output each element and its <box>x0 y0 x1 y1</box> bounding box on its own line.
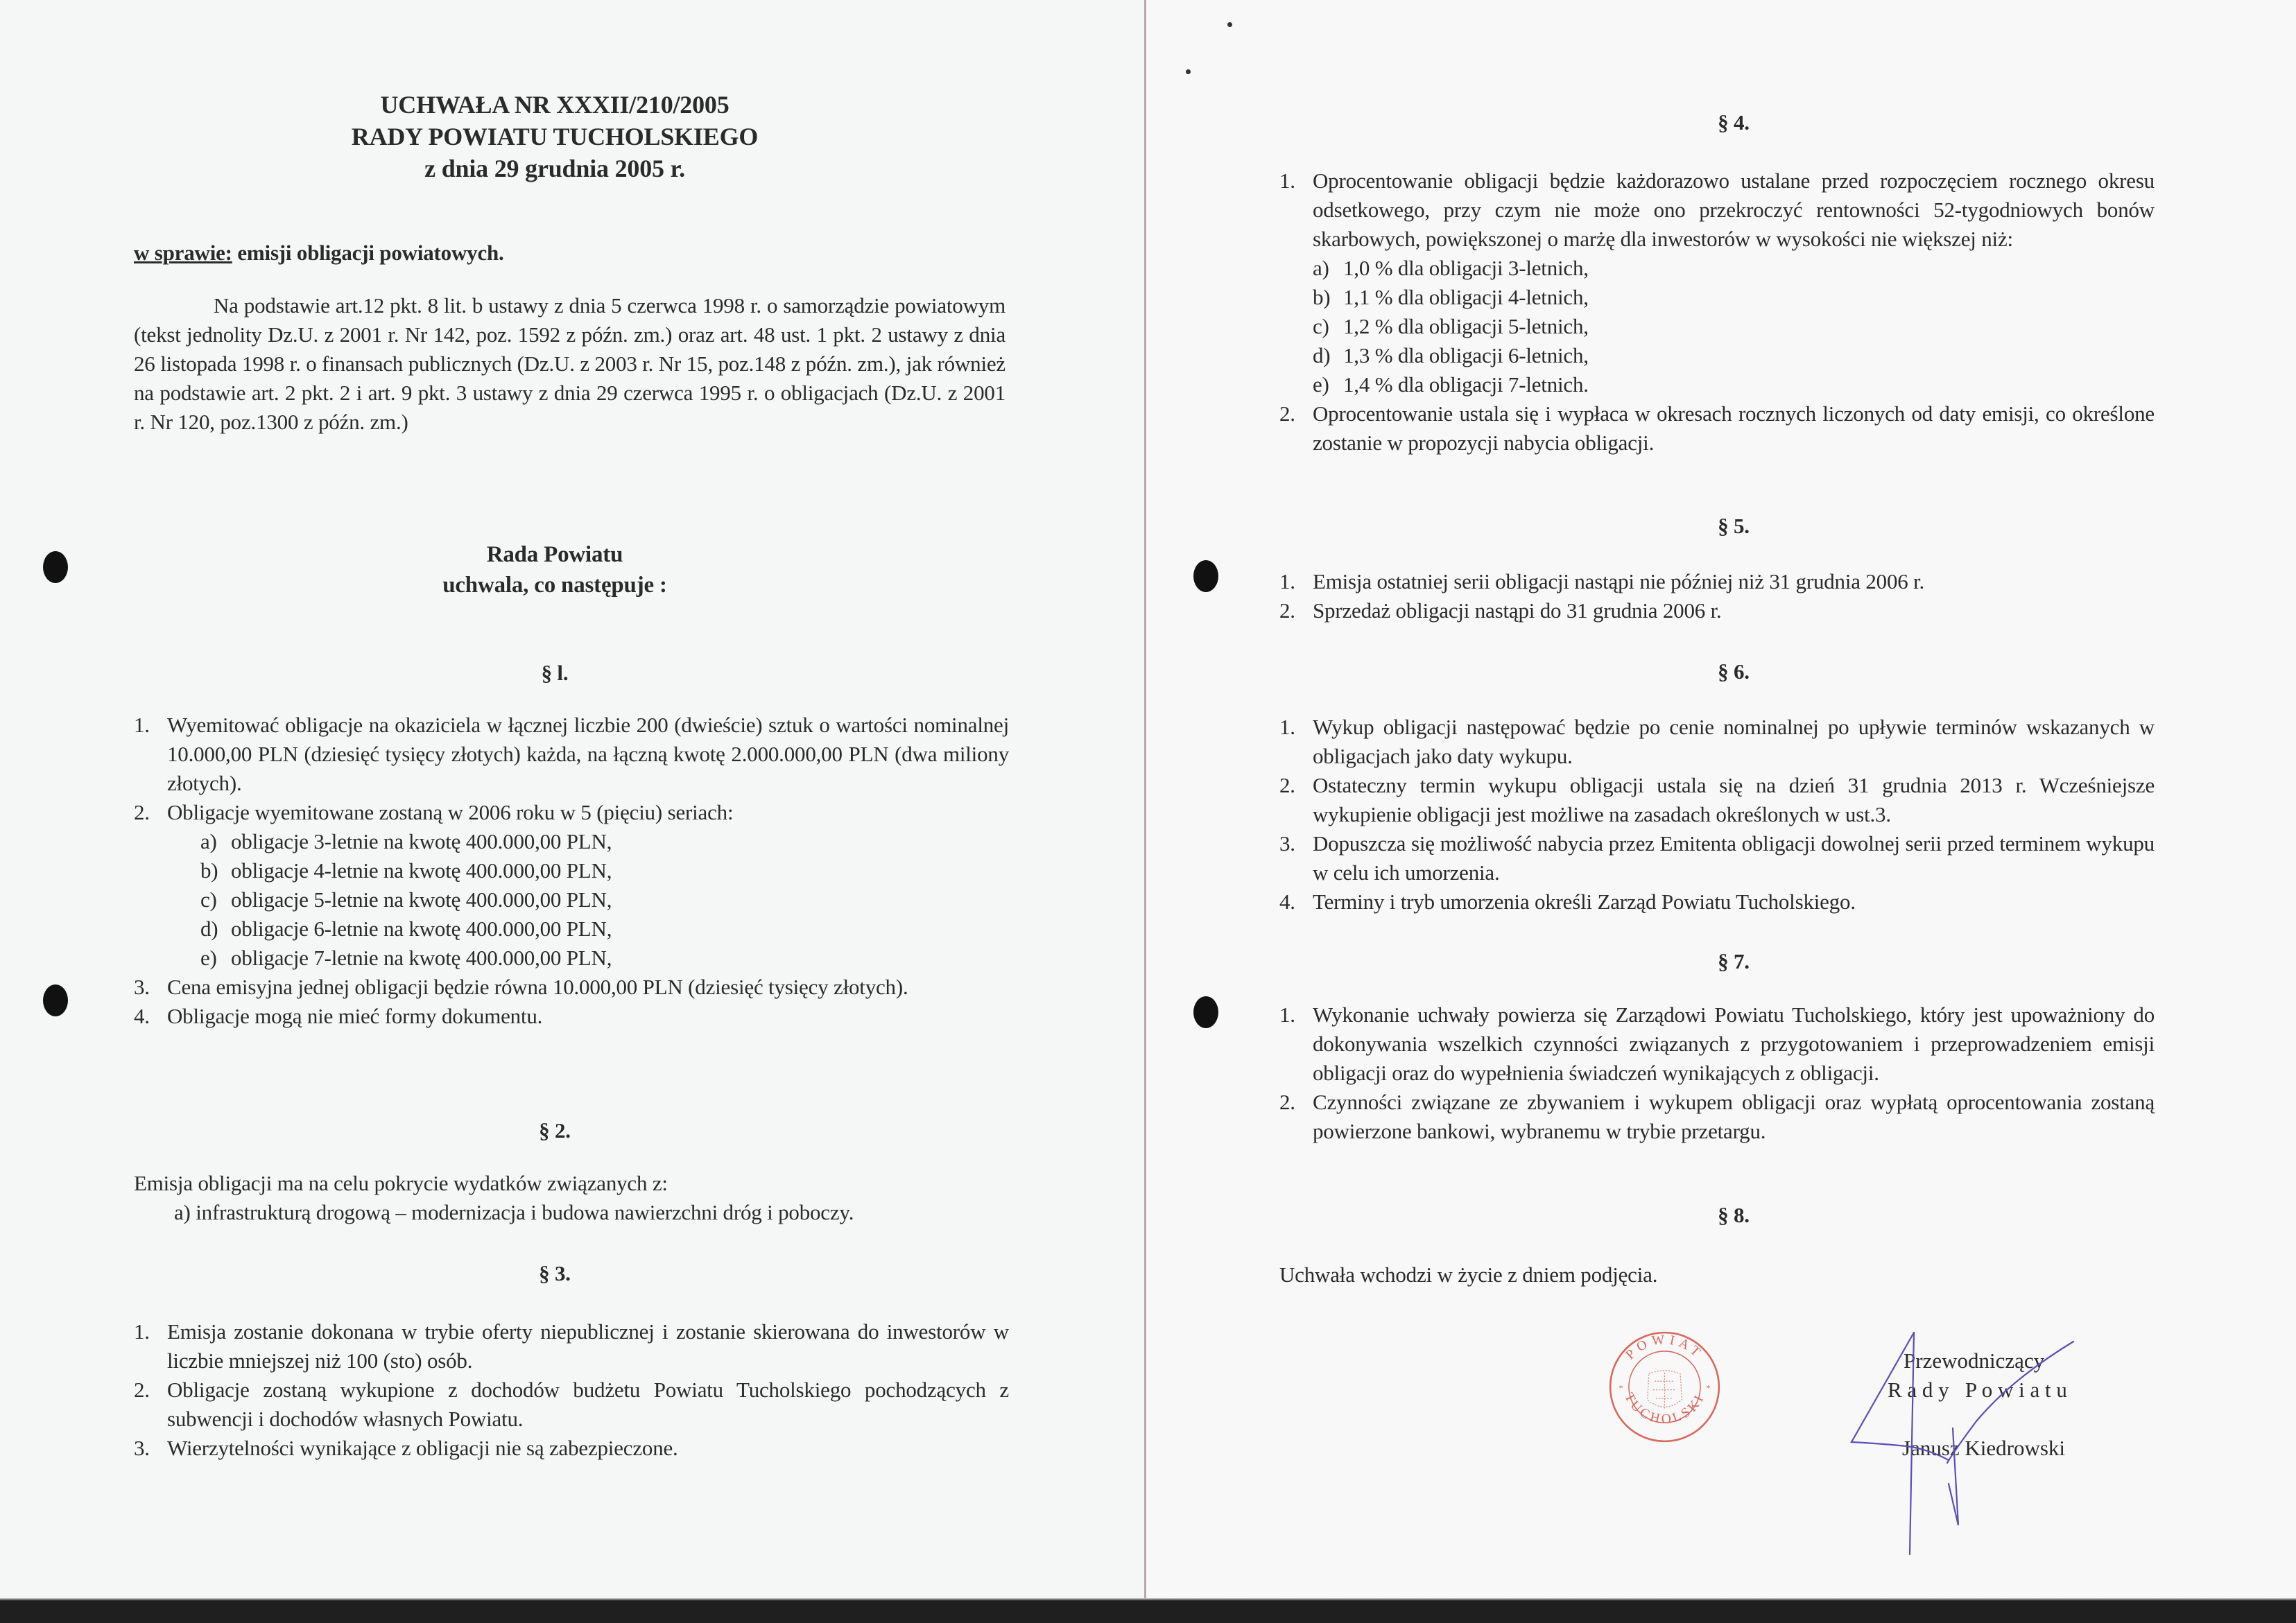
section-6-heading: § 6. <box>1718 659 1750 684</box>
list-item <box>134 1434 1009 1463</box>
item-number: 1. <box>1279 168 1295 193</box>
page-fold-divider <box>1144 0 1146 1606</box>
item-text: Oprocentowanie ustala się i wypłaca w okresach rocznych liczonych od daty emisji, co określone zostanie w propozycji nabycia obligacji. <box>1313 401 2155 455</box>
item-number: 1. <box>1279 1003 1295 1027</box>
item-number: 2. <box>134 800 150 824</box>
section-5-heading: § 5. <box>1718 514 1750 538</box>
punch-hole-icon <box>43 551 68 583</box>
stamp-star-icon: * <box>1706 1383 1711 1394</box>
list-item <box>1279 1088 2155 1146</box>
list-item <box>1279 596 2155 625</box>
sub-item-text: 1,0 % dla obligacji 3-letnich, <box>1343 256 1589 280</box>
section-1-body <box>134 711 1009 1031</box>
sub-item-text: 1,1 % dla obligacji 4-letnich, <box>1343 285 1589 309</box>
item-number: 1. <box>134 713 150 737</box>
sub-item-letter: e) <box>200 946 217 970</box>
sub-item-text: obligacje 3-letnie na kwotę 400.000,00 PLN, <box>231 829 612 853</box>
subject-line <box>134 238 966 268</box>
title-line-2: RADY POWIATU TUCHOLSKIEGO <box>351 123 759 150</box>
section-8-heading: § 8. <box>1718 1203 1750 1227</box>
sub-item-text: 1,2 % dla obligacji 5-letnich, <box>1343 314 1589 338</box>
council-line-2: uchwala, co następuje : <box>442 573 667 598</box>
section-2-heading: § 2. <box>539 1118 571 1143</box>
item-text: Obligacje zostaną wykupione z dochodów budżetu Powiatu Tucholskiego pochodzących z subwencji i dochodów własnych Powiatu. <box>167 1378 1009 1431</box>
punch-hole-icon <box>1193 996 1218 1028</box>
sub-item-letter: b) <box>1313 285 1331 309</box>
section-7-heading: § 7. <box>1718 949 1750 973</box>
section-3-heading: § 3. <box>539 1261 571 1285</box>
list-item <box>134 1002 1009 1031</box>
section-4-body <box>1279 166 2155 458</box>
item-text: Cena emisyjna jednej obligacji będzie równa 10.000,00 PLN (dziesięć tysięcy złotych). <box>167 975 908 999</box>
resolution-title <box>208 89 901 184</box>
legal-basis <box>134 291 1005 437</box>
sub-item-letter: c) <box>1313 314 1329 338</box>
item-text: Terminy i tryb umorzenia określi Zarząd Powiatu Tucholskiego. <box>1313 889 1856 914</box>
item-number: 3. <box>1279 831 1295 856</box>
sub-item <box>1313 254 2155 283</box>
speck-icon <box>1227 22 1232 27</box>
eagle-emblem-icon <box>1648 1371 1682 1409</box>
item-number: 2. <box>1279 773 1295 797</box>
sub-item-text: 1,4 % dla obligacji 7-letnich. <box>1343 372 1589 397</box>
handwritten-signature-icon <box>1838 1324 2115 1574</box>
council-heading <box>208 539 901 600</box>
item-text: Dopuszcza się możliwość nabycia przez Emitenta obligacji dowolnej serii przed terminem wykupu w celu ich umorzenia. <box>1313 831 2155 885</box>
signature-name: Janusz Kiedrowski <box>1902 1436 2066 1460</box>
council-line-1: Rada Powiatu <box>486 542 623 567</box>
item-number: 4. <box>1279 889 1295 914</box>
sub-item-text: obligacje 7-letnie na kwotę 400.000,00 PLN, <box>231 946 612 970</box>
stamp-star-icon: * <box>1619 1383 1623 1394</box>
item-text: Emisja ostatniej serii obligacji nastąpi nie później niż 31 grudnia 2006 r. <box>1313 569 1925 593</box>
section-2-intro: Emisja obligacji ma na celu pokrycie wydatków związanych z: <box>134 1171 668 1195</box>
list-item <box>1279 166 2155 399</box>
legal-basis-text: Na podstawie art.12 pkt. 8 lit. b ustawy z dnia 5 czerwca 1998 r. o samorządzie powiatowym (tekst jednolity Dz.U. z 2001 r. Nr 142, poz. 1592 z późn. zm.) oraz art. 48 ust. 1 pkt. 2 ustawy z dnia 26 listopada 1998 r. o finansach publicznych (Dz.U. z 2003 r. Nr 15, poz.148 z późn. zm.), jak również na podstawie art. 2 pkt. 2 i art. 9 pkt. 3 ustawy z dnia 29 czerwca 1995 r. o obligacjach (Dz.U. z 2001 r. Nr 120, poz.1300 z późn. zm.) <box>134 293 1005 434</box>
item-number: 4. <box>134 1004 150 1028</box>
signature-role-1: Przewodniczący <box>1904 1348 2045 1373</box>
sub-item-letter: e) <box>1313 372 1329 397</box>
sub-item-letter: d) <box>200 917 218 941</box>
item-text: Emisja zostanie dokonana w trybie oferty niepublicznej i zostanie skierowana do inwestorów w liczbie mniejszej niż 100 (sto) osób. <box>167 1319 1009 1373</box>
scan-bottom-edge <box>0 1601 2296 1623</box>
section-2-body <box>134 1169 1009 1227</box>
sub-item-text: 1,3 % dla obligacji 6-letnich, <box>1343 343 1589 367</box>
sub-item-letter: d) <box>1313 343 1331 367</box>
list-item <box>1279 399 2155 458</box>
list-item <box>1279 1000 2155 1088</box>
item-number: 2. <box>1279 598 1295 623</box>
subject-text: emisji obligacji powiatowych. <box>232 241 504 265</box>
subject-label: w sprawie: <box>134 241 232 265</box>
section-2-item-a: a) infrastrukturą drogową – modernizacja i budowa nawierzchni dróg i poboczy. <box>174 1200 854 1224</box>
signature-role-2: R a d y P o w i a t u <box>1888 1378 2067 1402</box>
stamp-bottom-text: TUCHOLSKI <box>1621 1390 1708 1427</box>
item-text: Wykup obligacji następować będzie po cenie nominalnej po upływie terminów wskazanych w obligacjach jako daty wykupu. <box>1313 715 2155 768</box>
sub-item-letter: c) <box>200 887 217 912</box>
title-line-3: z dnia 29 grudnia 2005 r. <box>424 155 685 182</box>
item-number: 1. <box>134 1319 150 1344</box>
section-1-heading: § l. <box>541 661 569 685</box>
item-text: Wierzytelności wynikające z obligacji nie są zabezpieczone. <box>167 1436 678 1460</box>
item-text: Ostateczny termin wykupu obligacji ustala się na dzień 31 grudnia 2013 r. Wcześniejsze wykupienie obligacji jest możliwe na zasadach określonych w ust.3. <box>1313 773 2155 826</box>
item-number: 2. <box>1279 401 1295 426</box>
list-item <box>1279 567 2155 596</box>
item-text: Wykonanie uchwały powierza się Zarządowi Powiatu Tucholskiego, który jest upoważniony do dokonywania wszelkich czynności związanych z przygotowaniem i przeprowadzeniem emisji obligacji oraz do wypełnienia świadczeń wynikających z obligacji. <box>1313 1003 2155 1085</box>
list-item <box>134 1375 1009 1434</box>
sub-item <box>200 827 1009 856</box>
sub-item <box>200 944 1009 973</box>
section-4-heading: § 4. <box>1718 110 1750 134</box>
sub-item <box>200 856 1009 885</box>
sub-item <box>1313 312 2155 341</box>
item-number: 3. <box>134 1436 150 1460</box>
sub-item-text: obligacje 4-letnie na kwotę 400.000,00 PLN, <box>231 858 612 883</box>
item-number: 1. <box>1279 569 1295 593</box>
speck-icon <box>1186 69 1191 74</box>
punch-hole-icon <box>43 984 68 1016</box>
item-text: Czynności związane ze zbywaniem i wykupem obligacji oraz wypłatą oprocentowania zostaną powierzone bankowi, wybranemu w trybie przetargu. <box>1313 1090 2155 1143</box>
sub-item <box>1313 283 2155 312</box>
stamp-top-text: POWIAT <box>1623 1332 1707 1363</box>
sub-item <box>1313 370 2155 399</box>
sub-item-letter: b) <box>200 858 218 883</box>
official-stamp-icon <box>1607 1330 1722 1444</box>
sub-item-text: obligacje 5-letnie na kwotę 400.000,00 PLN, <box>231 887 612 912</box>
list-item <box>1279 771 2155 829</box>
section-6-body <box>1279 713 2155 917</box>
list-item <box>1279 887 2155 917</box>
section-8-body: Uchwała wchodzi w życie z dniem podjęcia. <box>1279 1262 1658 1287</box>
item-number: 2. <box>1279 1090 1295 1114</box>
sub-item <box>1313 341 2155 370</box>
item-number: 1. <box>1279 715 1295 739</box>
section-5-body <box>1279 567 2155 625</box>
list-item <box>1279 713 2155 771</box>
punch-hole-icon <box>1193 560 1218 592</box>
title-line-1: UCHWAŁA NR XXXII/210/2005 <box>380 91 730 119</box>
sub-item-text: obligacje 6-letnie na kwotę 400.000,00 PLN, <box>231 917 612 941</box>
list-item <box>134 798 1009 973</box>
list-item <box>134 973 1009 1002</box>
item-number: 2. <box>134 1378 150 1402</box>
item-text: Obligacje mogą nie mieć formy dokumentu. <box>167 1004 543 1028</box>
section-3-body <box>134 1317 1009 1463</box>
item-text: Wyemitować obligacje na okaziciela w łącznej liczbie 200 (dwieście) sztuk o wartości nominalnej 10.000,00 PLN (dziesięć tysięcy złotych) każda, na łączną kwotę 2.000.000,00 PLN (dwa miliony złotych). <box>167 713 1009 795</box>
section-7-body <box>1279 1000 2155 1146</box>
item-text: Sprzedaż obligacji nastąpi do 31 grudnia 2006 r. <box>1313 598 1722 623</box>
item-number: 3. <box>134 975 150 999</box>
list-item <box>134 711 1009 798</box>
sub-item-letter: a) <box>1313 256 1329 280</box>
sub-item <box>200 885 1009 914</box>
sub-item <box>200 914 1009 944</box>
list-item <box>134 1317 1009 1375</box>
sub-item-letter: a) <box>200 829 217 853</box>
item-text: Obligacje wyemitowane zostaną w 2006 roku w 5 (pięciu) seriach: <box>167 800 734 824</box>
list-item <box>1279 829 2155 887</box>
item-text: Oprocentowanie obligacji będzie każdorazowo ustalane przed rozpoczęciem rocznego okresu odsetkowego, przy czym nie może ono przekroczyć rentowności 52-tygodniowych bonów skarbowych, powiększonej o marżę dla inwestorów w wysokości nie większej niż: <box>1313 168 2155 251</box>
